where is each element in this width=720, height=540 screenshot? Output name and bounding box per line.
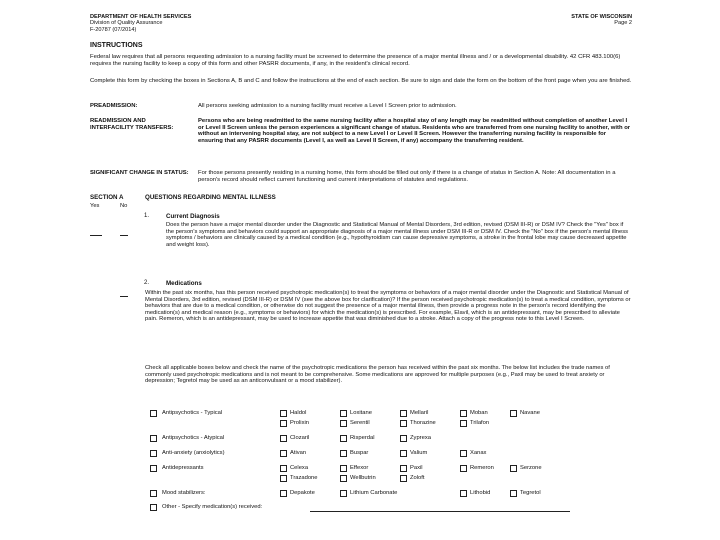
question-2-body: Within the past six months, has this person received psychotropic medication(s) to treat the symptoms or behaviors of a major mental disorder under the Diagnostic and Statistical Manual of Mental Disorders, 3rd edition, revised (DSM III-R) or DSM IV (see the above box for clarification)? If the person received psychotropic medication(s) to treat a medical condition, symptoms or behaviors that are due to a medical condition, or otherwise do not suggest the presence of a major mental illness, then provide a progress note in the person's record identifying the medication(s) and medical reason (e.g., symptoms or behaviors) for which the medication(s) is prescribed. For example, Elavil, which is an antidepressant, may be prescribed to alleviate pain. Remeron, which is an antidepressant, may be used to increase appetite that was diminished due to a stroke. Attach a copy of the progress note to this Level I Screen. (145, 290, 631, 322)
medication-row-antidepressants (150, 464, 632, 474)
instructions-paragraph-1 (90, 54, 632, 67)
category-checkbox[interactable] (150, 465, 157, 472)
medication-row-antipsychotics-typical-2 (150, 419, 632, 429)
med-checkbox-clozaril[interactable] (280, 435, 287, 442)
med-checkbox-valium[interactable] (400, 450, 407, 457)
q1-no-blank[interactable] (120, 235, 128, 236)
division-name: Division of Quality Assurance (90, 20, 163, 27)
med-checkbox-paxil[interactable] (400, 465, 407, 472)
med-label: Trilafon (470, 420, 490, 426)
instructions-paragraph-2: Complete this form by checking the boxes in Sections A, B and C and follow the instructions at the end of each section. Be sure to sign and date the form on the bottom of the front page when you are finished. (90, 78, 632, 84)
med-checkbox-trazadone[interactable] (280, 475, 287, 482)
category-checkbox[interactable] (150, 504, 157, 511)
med-checkbox-xanax[interactable] (460, 450, 467, 457)
definition-text: For those persons presently residing in a nursing home, this form should be filled out only if there is a change of status in Section A. Note: All documentation in a person's record should reflect current functioning and current interpretations of statutes and regulations. (198, 170, 616, 183)
section-a-title: QUESTIONS REGARDING MENTAL ILLNESS (145, 194, 276, 201)
form-header (90, 14, 632, 40)
definition-term: READMISSION AND INTERFACILITY TRANSFERS: (90, 118, 174, 131)
q2-no-blank[interactable] (120, 296, 128, 297)
state-name: STATE OF WISCONSIN (571, 14, 632, 20)
med-label: Zoloft (410, 475, 425, 481)
med-checkbox-serentil[interactable] (340, 420, 347, 427)
definition-text: Persons who are being readmitted to the same nursing facility after a hospital stay of any length may be readmitted without completion of another Level I or Level II Screen unless the person experiences a significant change of status. Residents who are transferred from one nursing facility to another, with or without an intervening hospital stay, are not subject to a new Level I or Level II Screen. However the transferring nursing facility is responsible for ensuring that any PASRR documents (Level I, as well as Level II Screen, if any) accompany the transferring resident. (198, 118, 631, 144)
med-label: Zyprexa (410, 435, 431, 441)
med-label: Loxitane (350, 410, 372, 416)
med-checkbox-prolixin[interactable] (280, 420, 287, 427)
definition-term: SIGNIFICANT CHANGE IN STATUS: (90, 170, 189, 176)
med-label: Haldol (290, 410, 307, 416)
med-label: Navane (520, 410, 540, 416)
category-label: Other - Specify medication(s) received: (162, 504, 263, 510)
question-2-number: 2. (144, 280, 150, 286)
category-checkbox[interactable] (150, 410, 157, 417)
med-checkbox-lithium-carbonate[interactable] (340, 490, 347, 497)
category-label: Anti-anxiety (anxiolytics) (162, 450, 225, 456)
med-checkbox-navane[interactable] (510, 410, 517, 417)
category-label: Antipsychotics - Typical (162, 410, 223, 416)
med-checkbox-serzone[interactable] (510, 465, 517, 472)
header-left (90, 14, 191, 33)
category-label: Antidepressants (162, 465, 204, 471)
page-number: Page 2 (614, 20, 632, 27)
form-id: F-20787 (07/2014) (90, 26, 137, 33)
med-checkbox-thorazine[interactable] (400, 420, 407, 427)
medication-row-other (150, 503, 632, 513)
med-label: Celexa (290, 465, 309, 471)
med-label: Serzone (520, 465, 542, 471)
no-label: No (120, 203, 128, 209)
yes-no-column-header (90, 203, 150, 210)
med-label: Valium (410, 450, 428, 456)
med-label: Lithobid (470, 490, 491, 496)
med-label: Depakote (290, 490, 315, 496)
med-label: Serentil (350, 420, 370, 426)
med-checkbox-celexa[interactable] (280, 465, 287, 472)
form-page (90, 14, 632, 526)
med-checkbox-moban[interactable] (460, 410, 467, 417)
med-label: Mellaril (410, 410, 429, 416)
med-checkbox-wellbutrin[interactable] (340, 475, 347, 482)
med-checkbox-loxitane[interactable] (340, 410, 347, 417)
med-checkbox-ativan[interactable] (280, 450, 287, 457)
med-checkbox-risperdal[interactable] (340, 435, 347, 442)
med-checkbox-haldol[interactable] (280, 410, 287, 417)
med-label: Clozaril (290, 435, 310, 441)
med-label: Ativan (290, 450, 307, 456)
definition-term: PREADMISSION: (90, 103, 138, 109)
department-name: DEPARTMENT OF HEALTH SERVICES (90, 14, 192, 20)
med-checkbox-remeron[interactable] (460, 465, 467, 472)
med-checkbox-zoloft[interactable] (400, 475, 407, 482)
medication-row-antipsychotics-typical (150, 409, 632, 419)
instructions-text-1: Federal law requires that all persons requesting admission to a nursing facility must be screened to determine the presence of a major mental illness and / or a developmental disability. 42 CFR 483.100(6) requires the nursing facility to keep a copy of this form and other PASRR documents, if any, in the resident's clinical record. (90, 54, 621, 67)
med-checkbox-tegretol[interactable] (510, 490, 517, 497)
question-2-instructions: Check all applicable boxes below and check the name of the psychotropic medications the person has received within the past six months. The below list includes the trade names of commonly used psychotropic medications and is not meant to be comprehensive. Some medications are approved for multiple purposes (e.g., Paxil may be used to treat anxiety or depression; Tegretol may be used as an anticonvulsant or a mood stabilizer). (145, 365, 610, 384)
med-checkbox-depakote[interactable] (280, 490, 287, 497)
medication-row-antipsychotics-atypical (150, 434, 632, 444)
med-label: Trazadone (290, 475, 318, 481)
category-checkbox[interactable] (150, 435, 157, 442)
med-label: Lithium Carbonate (350, 490, 398, 496)
q1-yes-blank[interactable] (90, 235, 102, 236)
category-checkbox[interactable] (150, 450, 157, 457)
med-checkbox-effexor[interactable] (340, 465, 347, 472)
med-label: Moban (470, 410, 488, 416)
header-right (571, 14, 632, 27)
med-label: Risperdal (350, 435, 375, 441)
instructions-title: INSTRUCTIONS (90, 42, 143, 49)
other-medication-input-line[interactable] (310, 511, 570, 512)
med-label: Remeron (470, 465, 494, 471)
med-checkbox-trilafon[interactable] (460, 420, 467, 427)
med-checkbox-lithobid[interactable] (460, 490, 467, 497)
med-label: Tegretol (520, 490, 541, 496)
medication-row-mood-stabilizers (150, 489, 632, 499)
category-label: Antipsychotics - Atypical (162, 435, 225, 441)
category-label: Mood stabilizers: (162, 490, 206, 496)
med-label: Effexor (350, 465, 369, 471)
question-1-number: 1. (144, 213, 150, 219)
med-label: Buspar (350, 450, 369, 456)
med-label: Wellbutrin (350, 475, 376, 481)
med-checkbox-zyprexa[interactable] (400, 435, 407, 442)
med-checkbox-buspar[interactable] (340, 450, 347, 457)
category-checkbox[interactable] (150, 490, 157, 497)
question-2-title: Medications (166, 280, 202, 287)
section-a-label: SECTION A (90, 194, 124, 201)
med-checkbox-mellaril[interactable] (400, 410, 407, 417)
definition-text: All persons seeking admission to a nursing facility must receive a Level I Screen prior to admission. (198, 103, 457, 109)
med-label: Paxil (410, 465, 423, 471)
med-label: Thorazine (410, 420, 436, 426)
yes-label: Yes (90, 203, 100, 209)
question-1-body: Does the person have a major mental disorder under the Diagnostic and Statistical Manual of Mental Disorders, 3rd edition, revised (DSM III-R) or DSM IV? Check the "Yes" box if the person's symptoms and behaviors could support an appropriate diagnosis of a major mental illness under DSM III-R or DSM IV. Check the "No" box if the person's mental illness symptoms / behaviors are clinically caused by a medical condition (e.g., hypothyroidism can cause depressive symptoms, a stroke in the frontal lobe may cause decreased appetite and weight loss). (166, 222, 629, 248)
question-1-title: Current Diagnosis (166, 213, 220, 220)
section-a-header (90, 195, 632, 203)
medication-row-antianxiety (150, 449, 632, 459)
med-label: Prolixin (290, 420, 310, 426)
medication-row-antidepressants-2 (150, 474, 632, 484)
med-label: Xanax (470, 450, 487, 456)
